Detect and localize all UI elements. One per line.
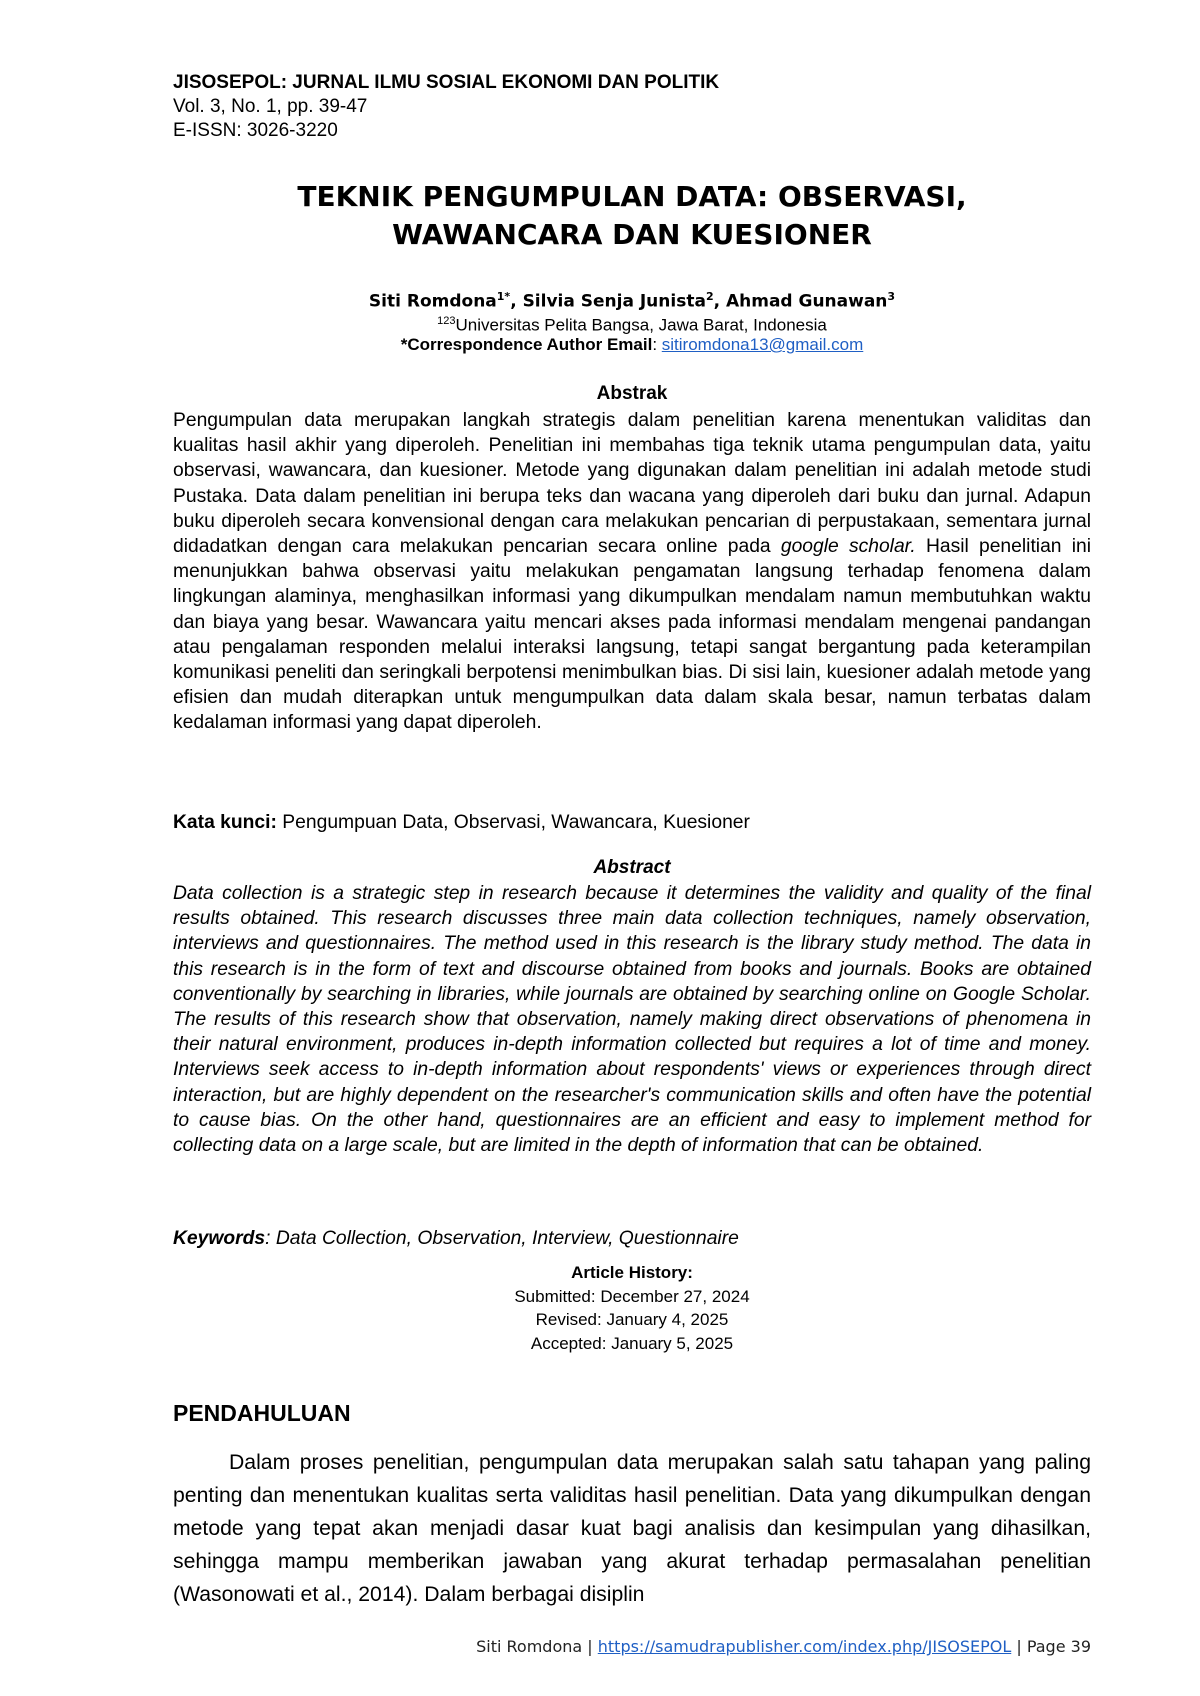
abstrak-text (173, 408, 1091, 736)
author-1: Siti Romdona (368, 291, 497, 312)
footer-page-number: | Page 39 (1011, 1637, 1091, 1656)
history-accepted: Accepted: January 5, 2025 (530, 1333, 734, 1353)
intro-paragraph: Dalam proses penelitian, pengumpulan data merupakan salah satu tahapan yang paling penting dan menentukan kualitas serta validitas hasil penelitian. Data yang dikumpulkan dengan metode yang tepat akan menjadi dasar kuat bagi analisis dan kesimpulan yang dihasilkan, sehingga mampu memberikan jawaban yang akurat terhadap permasalahan penelitian (Wasonowati et al., 2014). Dalam berbagai disiplin (173, 1451, 1091, 1606)
paper-title (173, 178, 1091, 254)
journal-name: JISOSEPOL: JURNAL ILMU SOSIAL EKONOMI DAN POLITIK (173, 72, 720, 93)
history-submitted: Submitted: December 27, 2024 (514, 1286, 750, 1306)
author-3-mark: 3 (887, 290, 896, 303)
footer-separator: | (582, 1637, 598, 1656)
article-history (173, 1261, 1091, 1355)
abstract-text: Data collection is a strategic step in research because it determines the validity and quality of the final results obtained. This research discusses three main data collection techniques, namely observation, interviews and questionnaires. The method used in this research is the library study method. The data in this research is in the form of text and discourse obtained from books and journals. Books are obtained conventionally by searching in libraries, while journals are obtained by searching online on Google Scholar. The results of this research show that observation, namely making direct observations of phenomena in their natural environment, produces in-depth information collected but requires a lot of time and money. Interviews seek access to in-depth information about respondents' views or experiences through direct interaction, but are highly dependent on the researcher's communication skills and often have the potential to cause bias. On the other hand, questionnaires are an efficient and easy to implement method for collecting data on a large scale, but are limited in the depth of information that can be obtained. (173, 883, 1091, 1157)
correspondence (173, 334, 1091, 356)
author-2-mark: 2 (705, 290, 714, 303)
footer-journal-link[interactable]: https://samudrapublisher.com/index.php/JISOSEPOL (597, 1637, 1012, 1656)
page-footer (476, 1637, 1091, 1657)
author-list (173, 286, 1091, 313)
keywords-label: Keywords (173, 1228, 266, 1249)
affiliation-text: Universitas Pelita Bangsa, Jawa Barat, Indonesia (455, 315, 827, 335)
affiliation (173, 310, 1091, 337)
email-link[interactable]: sitiromdona13@gmail.com (661, 335, 864, 354)
abstract-heading: Abstract (593, 857, 671, 878)
keywords (173, 1226, 1091, 1251)
author-3: , Ahmad Gunawan (713, 291, 888, 312)
journal-issn: E-ISSN: 3026-3220 (173, 120, 338, 141)
history-heading: Article History: (571, 1263, 693, 1282)
abstrak-text-italic: google scholar. (780, 536, 916, 558)
kata-kunci-label: Kata kunci: (173, 812, 277, 833)
kata-kunci (173, 810, 1091, 835)
affiliation-mark: 123 (437, 315, 456, 327)
correspondence-sep: : (652, 335, 662, 354)
correspondence-label: *Correspondence Author Email (400, 335, 653, 354)
abstrak-text-part2: Hasil penelitian ini menunjukkan bahwa observasi yaitu melakukan pengamatan langsung terhadap fenomena dalam lingkungan alaminya, menghasilkan informasi yang dikumpulkan mendalam namun membutuhkan waktu dan biaya yang besar. Wawancara yaitu mencari akses pada informasi mendalam mengenai pandangan atau pengalaman responden melalui interaksi langsung, tetapi sangat bergantung pada keterampilan komunikasi peneliti dan seringkali berpotensi menimbulkan bias. Di sisi lain, kuesioner adalah metode yang efisien dan mudah diterapkan untuk mengumpulkan data dalam skala besar, namun terbatas dalam kedalaman informasi yang dapat diperoleh. (173, 536, 1092, 734)
history-revised: Revised: January 4, 2025 (535, 1310, 729, 1329)
author-2: , Silvia Senja Junista (510, 291, 706, 312)
keywords-text: : Data Collection, Observation, Interview, Questionnaire (265, 1228, 739, 1249)
title-line-2: WAWANCARA DAN KUESIONER (392, 218, 872, 251)
abstrak-heading: Abstrak (596, 383, 668, 404)
journal-volume: Vol. 3, No. 1, pp. 39-47 (173, 96, 368, 117)
section-heading-pendahuluan: PENDAHULUAN (173, 1400, 351, 1426)
author-1-mark: 1* (496, 290, 511, 303)
footer-author: Siti Romdona (476, 1637, 583, 1656)
title-line-1: TEKNIK PENGUMPULAN DATA: OBSERVASI, (297, 180, 967, 213)
abstrak-text-part1: Pengumpulan data merupakan langkah strategis dalam penelitian karena menentukan validitas dan kualitas hasil akhir yang diperoleh. Penelitian ini membahas tiga teknik utama pengumpulan data, yaitu observasi, wawancara, dan kuesioner. Metode yang digunakan dalam penelitian ini adalah metode studi Pustaka. Data dalam penelitian ini berupa teks dan wacana yang diperoleh dari buku dan jurnal. Adapun buku diperoleh secara konvensional dengan cara melakukan pencarian di perpustakaan, sementara jurnal didadatkan dengan cara melakukan pencarian secara online pada (173, 410, 1091, 558)
kata-kunci-text: Pengumpuan Data, Observasi, Wawancara, Kuesioner (276, 812, 750, 833)
